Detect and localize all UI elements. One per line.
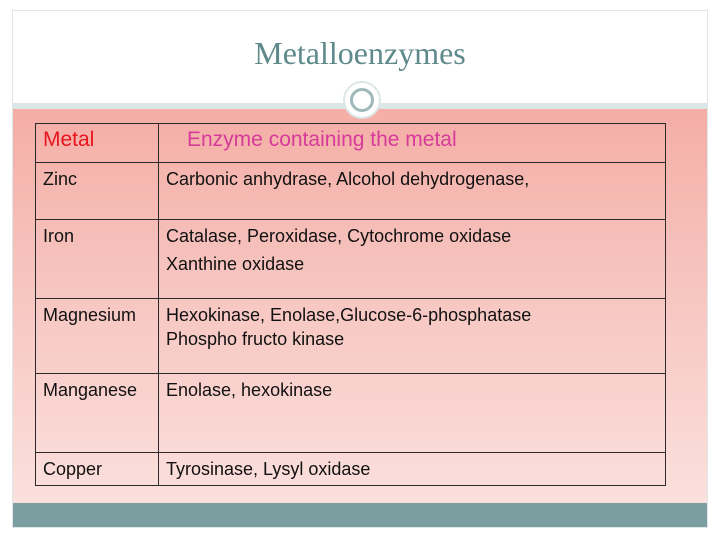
metal-cell: Magnesium: [36, 299, 159, 374]
table-row: [36, 299, 666, 374]
enzyme-cell: [159, 453, 666, 486]
header-enzyme: Enzyme containing the metal: [159, 124, 666, 163]
enzyme-text: Hexokinase, Enolase,Glucose-6-phosphatase: [166, 305, 532, 325]
enzyme-text: Enolase, hexokinase: [166, 380, 333, 400]
decorative-circle-icon: [343, 81, 381, 119]
enzyme-cell: [159, 374, 666, 453]
table-row: [36, 453, 666, 486]
metal-cell: Iron: [36, 220, 159, 299]
table-header-row: [36, 124, 666, 163]
enzyme-text: Catalase, Peroxidase, Cytochrome oxidase: [166, 226, 512, 246]
header-metal: Metal: [36, 124, 159, 163]
enzyme-text: Carbonic anhydrase, Alcohol dehydrogenase,: [166, 169, 530, 189]
metal-cell: Manganese: [36, 374, 159, 453]
metalloenzyme-table: [35, 123, 666, 486]
metal-cell: Zinc: [36, 163, 159, 220]
slide-title: Metalloenzymes: [254, 35, 466, 71]
enzyme-cell: [159, 220, 666, 299]
enzyme-text: Xanthine oxidase: [166, 254, 305, 274]
enzyme-text: Phospho fructo kinase: [166, 329, 345, 349]
enzyme-cell: [159, 299, 666, 374]
table-row: [36, 163, 666, 220]
footer-bar: [13, 503, 707, 528]
enzyme-text: Tyrosinase, Lysyl oxidase: [166, 459, 371, 479]
table-row: [36, 374, 666, 453]
table-row: [36, 220, 666, 299]
enzyme-cell: [159, 163, 666, 220]
metal-cell: Copper: [36, 453, 159, 486]
